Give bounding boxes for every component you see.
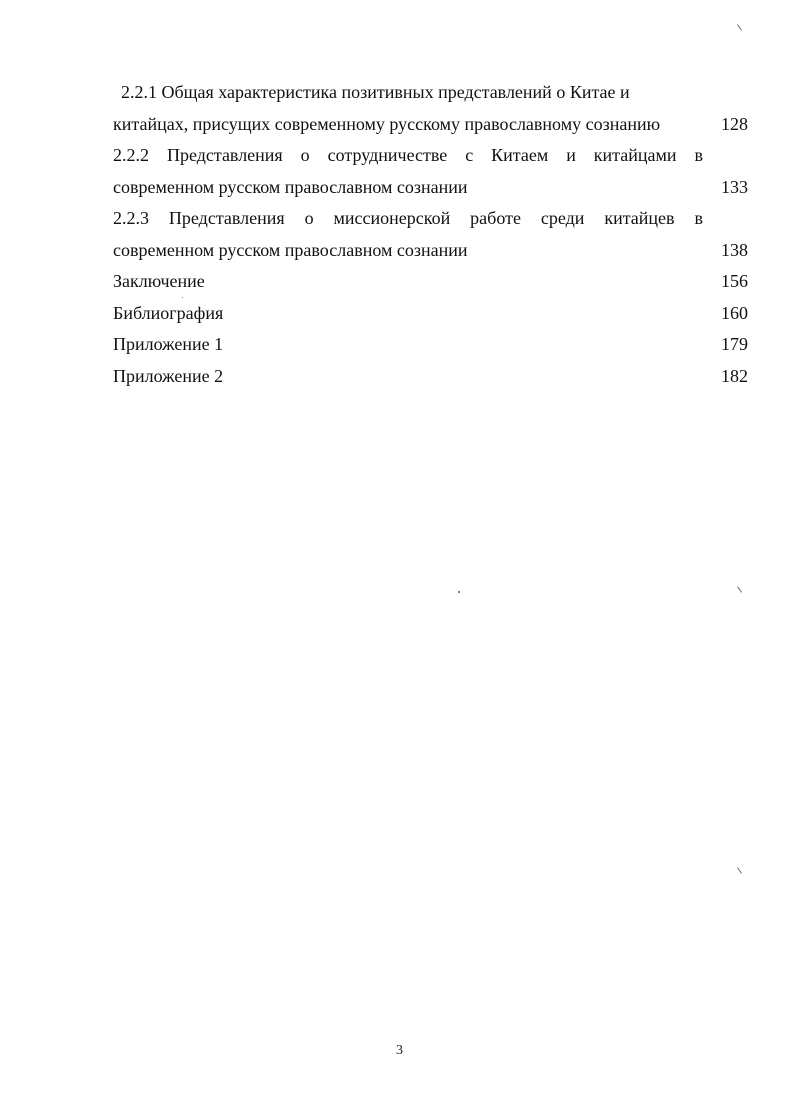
toc-entry-title: Заключение bbox=[113, 271, 205, 291]
scan-artifact bbox=[737, 867, 742, 873]
toc-entry-title-line: современном русском православном сознании bbox=[113, 176, 468, 197]
scan-artifact bbox=[182, 297, 183, 298]
toc-entry-title: Приложение 2 bbox=[113, 365, 224, 386]
toc-entry-2-2-2 bbox=[113, 140, 748, 203]
toc-entry-appendix-1 bbox=[113, 329, 748, 361]
toc-word: в bbox=[694, 145, 703, 165]
toc-entry-title-line: 2.2.1 Общая характеристика позитивных представлений о Китае и bbox=[121, 82, 630, 102]
toc-entry-appendix-2 bbox=[113, 361, 748, 393]
toc-page-number: 156 bbox=[721, 271, 748, 291]
toc-entry-title-line: китайцах, присущих современному русскому православному сознанию bbox=[113, 113, 661, 134]
toc-entry-title: Приложение 1 bbox=[113, 334, 224, 354]
scan-artifact bbox=[458, 591, 460, 593]
toc-word: миссионерской bbox=[333, 208, 451, 228]
toc-word: 2.2.3 bbox=[113, 208, 149, 228]
toc-page-number: 128 bbox=[721, 113, 748, 134]
toc-word: о bbox=[300, 145, 310, 165]
toc-entry-2-2-3 bbox=[113, 203, 748, 266]
page-number: 3 bbox=[396, 1043, 403, 1058]
toc-word: и bbox=[566, 145, 576, 165]
toc-word: китайцев bbox=[604, 208, 675, 228]
toc-entry-title-line: современном русском православном сознании bbox=[113, 239, 468, 260]
scan-artifact bbox=[737, 24, 742, 30]
toc-word: Представления bbox=[166, 145, 283, 165]
toc-word: китайцами bbox=[593, 145, 677, 165]
toc-entry-title: Библиография bbox=[113, 302, 224, 323]
toc-word: работе bbox=[470, 208, 521, 228]
toc-word: Китаем bbox=[491, 145, 549, 165]
toc-word: в bbox=[694, 208, 703, 228]
table-of-contents bbox=[113, 77, 748, 392]
toc-page-number: 133 bbox=[721, 176, 748, 197]
toc-entry-2-2-1 bbox=[113, 77, 748, 140]
toc-word: 2.2.2 bbox=[113, 145, 149, 165]
toc-entry-title-line bbox=[113, 140, 703, 172]
toc-word: Представления bbox=[168, 208, 285, 228]
toc-entry-title-line bbox=[113, 203, 703, 235]
toc-page-number: 182 bbox=[721, 365, 748, 386]
toc-page-number: 160 bbox=[721, 302, 748, 323]
toc-word: о bbox=[304, 208, 314, 228]
toc-word: сотрудничестве bbox=[327, 145, 448, 165]
toc-page-number: 138 bbox=[721, 239, 748, 260]
toc-word: с bbox=[465, 145, 474, 165]
toc-entry-bibliography bbox=[113, 298, 748, 330]
toc-word: среди bbox=[540, 208, 585, 228]
toc-page-number: 179 bbox=[721, 334, 748, 354]
toc-entry-conclusion bbox=[113, 266, 748, 298]
scan-artifact bbox=[737, 586, 742, 592]
